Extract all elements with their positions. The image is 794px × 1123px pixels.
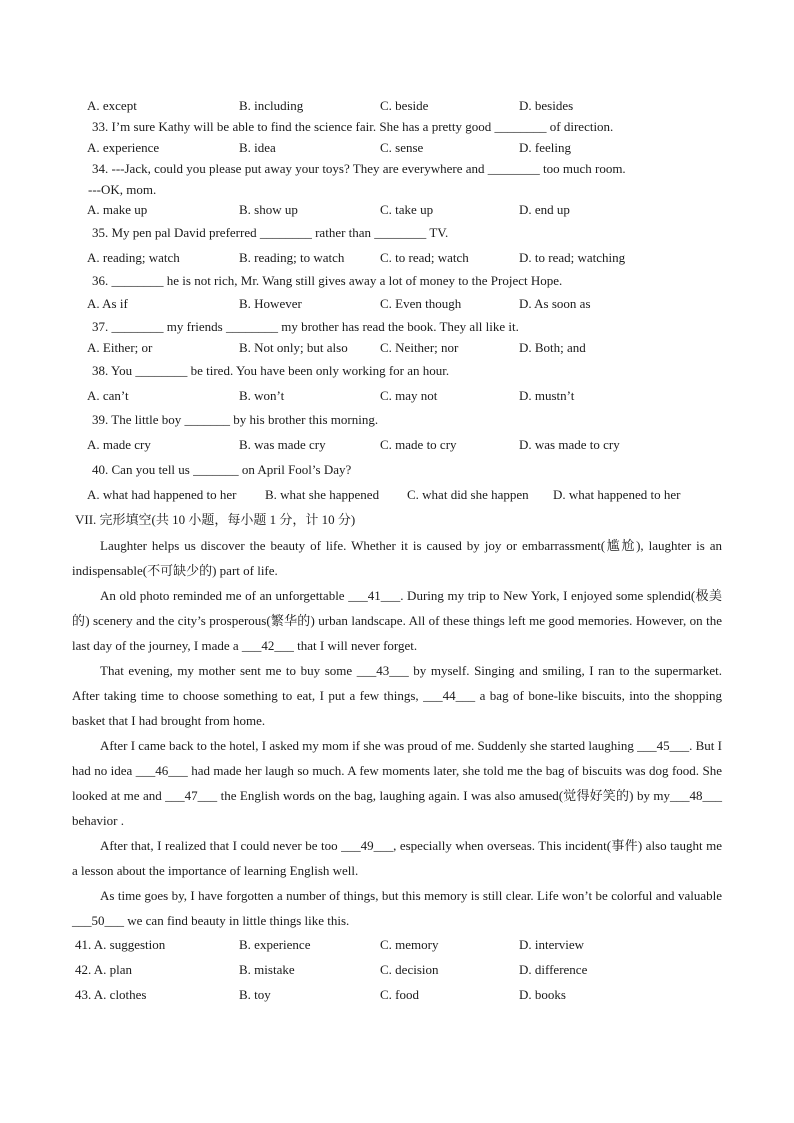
option-c: C. may not (380, 388, 438, 403)
question-stem: 38. You ________ be tired. You have been only working for an hour. (92, 363, 450, 378)
option-b: B. was made cry (239, 437, 326, 452)
question-stem: 34. ---Jack, could you please put away your toys? They are everywhere and ________ too much room. (92, 161, 626, 176)
passage-paragraph: An old photo reminded me of an unforgettable ___41___. During my trip to New York, I enjoyed some splendid(极美的) scenery and the city’s prosperous(繁华的) urban landscape. All of these things left me good memories. However, on the last day of the journey, I made a ___42___ that I will never forget. (72, 588, 722, 653)
option-b: B. mistake (239, 962, 295, 977)
option-b: B. toy (239, 987, 271, 1002)
option-c: C. beside (380, 98, 429, 113)
option-b: B. However (239, 296, 302, 311)
options-row (0, 386, 794, 406)
options-row (0, 294, 794, 314)
options-row (0, 338, 794, 358)
option-c: C. decision (380, 962, 439, 977)
option-a: A. made cry (87, 437, 151, 452)
option-b: B. what she happened (265, 487, 380, 502)
option-a: A. reading; watch (87, 250, 180, 265)
option-d: D. interview (519, 937, 584, 952)
option-d: D. what happened to her (553, 487, 681, 502)
option-b: B. show up (239, 202, 298, 217)
options-row (0, 138, 794, 158)
option-c: C. memory (380, 937, 439, 952)
option-d: D. mustn’t (519, 388, 575, 403)
question-stem: 37. ________ my friends ________ my brother has read the book. They all like it. (92, 319, 519, 334)
option-a: A. experience (87, 140, 160, 155)
option-a: A. can’t (87, 388, 129, 403)
options-row (0, 435, 794, 455)
option-a: A. make up (87, 202, 148, 217)
option-d: D. books (519, 987, 566, 1002)
options-row (0, 96, 794, 116)
option-d: D. difference (519, 962, 588, 977)
cloze-passage (72, 533, 722, 933)
options-row (0, 248, 794, 268)
question-stem: 36. ________ he is not rich, Mr. Wang still gives away a lot of money to the Project Hope. (92, 273, 563, 288)
option-a: 43. A. clothes (75, 987, 147, 1002)
passage-paragraph: After I came back to the hotel, I asked my mom if she was proud of me. Suddenly she started laughing ___45___. But I had no idea ___46___ had made her laugh so much. A few moments later, she told me the bag of biscuits was dog food. She looked at me and ___47___ the English words on the bag, laughing again. I was also amused(觉得好笑的) by my___48___ behavior . (72, 738, 722, 828)
options-row (0, 200, 794, 220)
option-d: D. feeling (519, 140, 571, 155)
option-b: B. Not only; but also (239, 340, 348, 355)
option-b: B. including (239, 98, 304, 113)
options-row (0, 485, 794, 505)
option-d: D. Both; and (519, 340, 586, 355)
option-a: 41. A. suggestion (75, 937, 166, 952)
option-a: A. except (87, 98, 137, 113)
option-d: D. As soon as (519, 296, 591, 311)
option-c: C. sense (380, 140, 424, 155)
option-d: D. besides (519, 98, 574, 113)
option-a: A. As if (87, 296, 128, 311)
option-d: D. end up (519, 202, 570, 217)
options-row (0, 935, 794, 955)
option-c: C. Even though (380, 296, 462, 311)
option-b: B. experience (239, 937, 311, 952)
option-a: A. what had happened to her (87, 487, 237, 502)
passage-paragraph: After that, I realized that I could never be too ___49___, especially when overseas. This incident(事件) also taught me a lesson about the importance of learning English well. (72, 838, 722, 878)
option-a: A. Either; or (87, 340, 153, 355)
option-c: C. Neither; nor (380, 340, 459, 355)
option-c: C. made to cry (380, 437, 457, 452)
option-b: B. reading; to watch (239, 250, 345, 265)
question-stem: 40. Can you tell us _______ on April Fool’s Day? (92, 462, 352, 477)
option-a: 42. A. plan (75, 962, 133, 977)
option-d: D. was made to cry (519, 437, 620, 452)
question-stem: 39. The little boy _______ by his brother this morning. (92, 412, 379, 427)
option-c: C. food (380, 987, 419, 1002)
passage-paragraph: Laughter helps us discover the beauty of life. Whether it is caused by joy or embarrassment(尴尬), laughter is an indispensable(不可缺少的) part of life. (72, 538, 722, 578)
option-c: C. what did she happen (407, 487, 529, 502)
option-b: B. won’t (239, 388, 285, 403)
options-row (0, 985, 794, 1005)
options-row (0, 960, 794, 980)
passage-paragraph: That evening, my mother sent me to buy some ___43___ by myself. Singing and smiling, I ran to the supermarket. After taking time to choose something to eat, I put a few things, ___44___ a bag of bone-like biscuits, into the shopping basket that I had brought from home. (72, 663, 722, 728)
passage-paragraph: As time goes by, I have forgotten a number of things, but this memory is still clear. Life won’t be colorful and valuable ___50___ we can find beauty in little things like this. (72, 888, 722, 928)
option-c: C. take up (380, 202, 434, 217)
option-c: C. to read; watch (380, 250, 469, 265)
option-b: B. idea (239, 140, 276, 155)
question-reply: ---OK, mom. (88, 182, 157, 197)
question-stem: 33. I’m sure Kathy will be able to find the science fair. She has a pretty good ________ of direction. (92, 119, 614, 134)
section-heading: VII. 完形填空(共 10 小题，每小题 1 分，计 10 分) (75, 512, 356, 527)
option-d: D. to read; watching (519, 250, 626, 265)
question-stem: 35. My pen pal David preferred ________ rather than ________ TV. (92, 225, 449, 240)
